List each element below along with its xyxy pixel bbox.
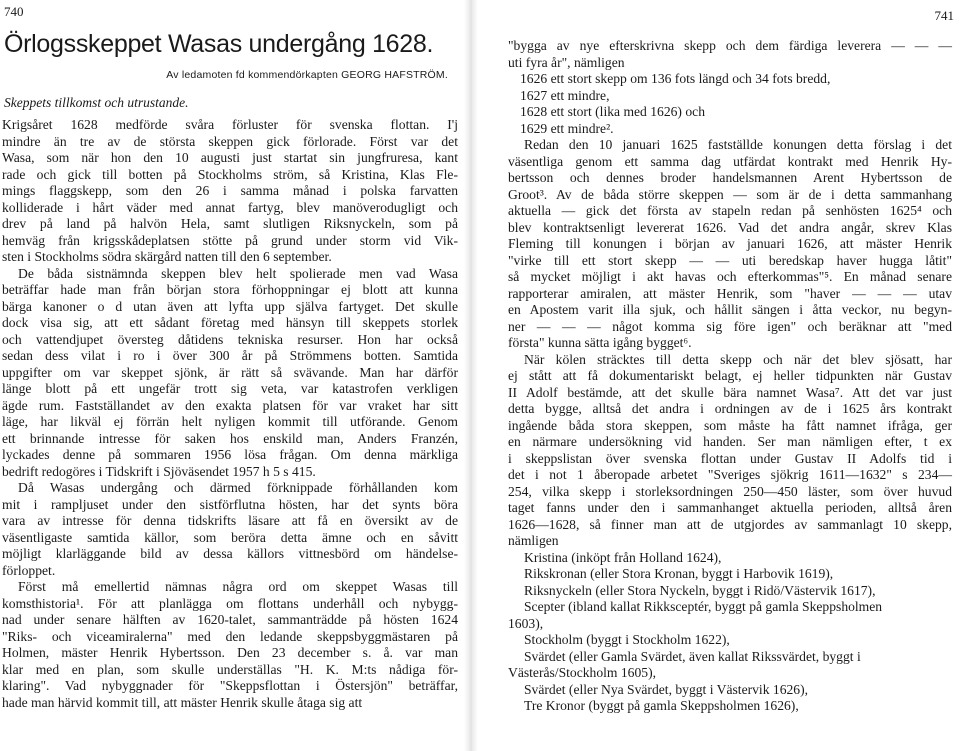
text-line: Wasa, som när hon den 10 augusti just startat sin jungfruresa, kant <box>2 150 458 165</box>
text-line: bedrift redogöres i Tidskrift i Sjöväsendet 1957 h 5 s 415. <box>2 463 316 479</box>
text-line: Redan den 10 januari 1625 fastställde konungen detta förslag i det <box>524 137 952 152</box>
ship-list-item: Västerås/Stockholm 1605), <box>508 665 656 680</box>
text-line: det i not 1 åberopade arbetet "Sveriges sjökrig 1611—1632" s 234— <box>508 467 952 482</box>
ship-list-item: Kristina (inköpt från Holland 1624), <box>524 549 722 565</box>
text-line: Först må emellertid nämnas några ord om skeppet Wasas till <box>18 579 458 594</box>
article-byline: Av ledamoten fd kommendörkapten GEORG HAFSTRÖM. <box>166 69 448 81</box>
text-line: vara av intresse för denna tidskrifts läsare att få en översikt av de <box>2 513 458 528</box>
text-line: sedan dess vilat i ro i över 300 år på Strömmens botten. Samtida <box>2 348 458 363</box>
text-line: sten i Stockholms södra skärgård natten till den 6 september. <box>2 249 332 264</box>
text-line: i skeppslistan över svenska flottan under Gustav II Adolfs tid i <box>508 450 952 466</box>
text-line: taget fanns under den i sammanhanget aktuella perioden, alltså åren <box>508 500 952 515</box>
article-title: Örlogsskeppet Wasas undergång 1628. <box>4 30 434 58</box>
page-number-left: 740 <box>4 4 24 19</box>
section-heading: Skeppets tillkomst och utrustande. <box>4 95 189 110</box>
text-line: klaring". Vad nybyggnader för "Skeppsflottan i Östersjön" beträffar, <box>2 678 458 693</box>
text-line: förloppet. <box>2 562 56 578</box>
text-line: 1627 ett mindre, <box>520 87 610 103</box>
text-line: rapporterar amiralen, att mäster Henrik, som "haver — — — utav <box>508 285 952 301</box>
text-line: "bygga av nye efterskrivna skepp och dem färdiga leverera — — — <box>508 38 952 53</box>
text-line: blev kontraktsenligt levererat 1626. Vad det andra angår, skrev Klas <box>508 219 952 235</box>
text-line: aktuella — gick det första av stapeln redan på senhösten 1625⁴ och <box>508 203 952 218</box>
text-line: bertsson och dennes broder handelsmannen Arent Hybertsson de <box>508 170 952 185</box>
text-line: komsthistoria¹. För att planlägga om flottans underhåll och nybygg- <box>2 595 458 611</box>
ship-list-item: Scepter (ibland kallat Rikksceptér, byggt på gamla Skeppsholmen <box>524 599 883 614</box>
right-column-text <box>508 38 952 550</box>
text-line: och vattendjupet översteg dåtidens tekniska resurser. Hon har också <box>2 331 458 347</box>
text-line: mit i rampljuset under den sistförflutna hösten, har det synts böra <box>2 496 458 512</box>
text-line: rade och gick till botten på Stockholms ström, så Kristina, Klas Fle- <box>2 166 458 182</box>
text-line: dock visa sig, att ett sådant företag med hänsyn till skeppets storlek <box>2 315 458 330</box>
text-line: detta bygge, alltså det andra i ordningen av de i 1625 års kontrakt <box>508 401 952 416</box>
text-line: ingående båda stora skeppen, som måste ha fått namnet ifråga, ger <box>508 417 952 433</box>
right-page <box>508 38 952 715</box>
text-line: väsentligaste samtida källor, som beröra detta ämne och en såvitt <box>2 529 458 545</box>
ship-list-item: Svärdet (eller Gamla Svärdet, även kallat Rikssvärdet, byggt i <box>524 648 861 664</box>
ship-list <box>508 550 952 715</box>
page-number-right: 741 <box>934 8 954 23</box>
text-line: mindre än tre av de största skeppen gick förlorade. Först var det <box>2 133 458 149</box>
text-line: beträffar hade man från början stora förhoppningar ej blott att kunna <box>2 282 458 297</box>
left-column-text <box>2 117 458 711</box>
book-gutter <box>464 0 478 751</box>
text-line: länge blott på ett ungefär trott sig veta, var katastrofen verkligen <box>2 381 458 396</box>
text-line: 1629 ett mindre². <box>520 120 614 136</box>
text-line: väsentliga genom ett samma dag utfärdat kontrakt med Henrik Hy- <box>508 153 952 169</box>
text-line: hemväg från krigsskådeplatsen stötte på grund under storm vid Vik- <box>2 232 458 248</box>
text-line: "virke till ett stort skepp — — uti beredskap haver hugga låtit" <box>508 252 952 268</box>
text-line: Då Wasas undergång och därmed förknippade förhållanden kom <box>18 480 458 495</box>
text-line: Holmen, mäster Henrik Hybertsson. Den 23 december s. å. var man <box>2 645 458 660</box>
text-line: uti fyra år", nämligen <box>508 54 625 70</box>
text-line: "Riks- och viceamiralerna" med den ledande skeppsbyggmästaren på <box>2 628 458 644</box>
left-page <box>2 30 458 711</box>
text-line: läge, har likväl ej förrän helt nyligen kommit till utförande. Genom <box>2 414 458 429</box>
ship-list-item: Svärdet (eller Nya Svärdet, byggt i Västervik 1626), <box>524 681 809 697</box>
text-line: 1628 ett stort (lika med 1626) och <box>520 104 705 119</box>
text-line: Groot³. Av de båda större skeppen — som är de i detta sammanhang <box>508 186 952 202</box>
text-line: Fleming till konungen i början av januari 1626, att mäster Henrik <box>508 236 952 251</box>
ship-list-item: Stockholm (byggt i Stockholm 1622), <box>524 632 730 647</box>
ship-list-item: Riksnyckeln (eller Stora Nyckeln, byggt i Ridö/Västervik 1617), <box>524 582 876 598</box>
text-line: ett brinnande intresse för saken hos enskild man, Anders Franzén, <box>2 430 458 446</box>
text-line: hade man härvid kommit till, att mäster Henrik skulle åtaga sig att <box>2 694 363 710</box>
text-line: drev på land på halvön Hela, samt slutligen Riksnyckeln, som på <box>2 216 458 231</box>
text-line: mings flaggskepp, som den 26 i samma månad i polska farvatten <box>2 183 458 198</box>
text-line: kolliderade i hårt väder med annat fartyg, blev manöverodugligt och <box>2 199 458 215</box>
text-line: När kölen sträcktes till detta skepp och när det blev sjösatt, har <box>524 351 952 367</box>
text-line: ner — — — något komma sig före igen" och beräknar att "med <box>508 318 952 334</box>
text-line: en närmare undersökning vid handen. Ser man nämligen efter, t ex <box>508 434 952 449</box>
text-line: så mycket möjligt i akt havas och efterkommas"⁵. En månad senare <box>508 269 952 284</box>
text-line: uppgifter om var skeppet sjönk, är rätt så svävande. Man har därför <box>2 364 458 380</box>
text-line: II Adolf bestämde, att det skulle bära namnet Wasa⁷. Att det var just <box>508 384 952 400</box>
ship-list-item: Tre Kronor (byggt på gamla Skeppsholmen 1626), <box>524 698 799 713</box>
text-line: bärga kanoner o d utan även att lyfta upp själva fartyget. Det skulle <box>2 298 458 314</box>
text-line: klar med en plan, som skulle underställas "H. K. M:ts nådiga för- <box>2 661 458 677</box>
text-line: Krigsåret 1628 medförde svåra förluster för svenska flottan. I'j <box>2 117 458 132</box>
text-line: en Apostem varit illa sjuk, och hållit sängen i åtta veckor, nu begyn- <box>508 302 952 317</box>
ship-list-item: 1603), <box>508 615 544 631</box>
text-line: 1626—1628, så finner man att de utgjordes av sammanlagt 10 skepp, <box>508 516 952 532</box>
text-line: lyckades denne på sommaren 1956 lösa frågan. Om denna märkliga <box>2 447 458 462</box>
text-line: ej stått att få dokumentariskt belagt, ej heller tidpunkten när Gustav <box>508 368 952 383</box>
text-line: ägde rum. Fastställandet av den exakta platsen för var vraket har sitt <box>2 397 458 413</box>
ship-list-item: Rikskronan (eller Stora Kronan, byggt i Harbovik 1619), <box>524 566 834 581</box>
text-line: första" kunna sätta igång bygget⁶. <box>508 335 692 350</box>
text-line: möjligt klarläggande bild av dessa källors vittnesbörd om händelse- <box>2 546 458 561</box>
text-line: De båda sistnämnda skeppen blev helt spolierade men vad Wasa <box>18 265 458 281</box>
text-line: 254, vilka skepp i storleksordningen 250—450 läster, som över huvud <box>508 483 952 499</box>
text-line: 1626 ett stort skepp om 136 fots längd och 34 fots bredd, <box>520 71 831 86</box>
text-line: nad under senare hälften av 1620-talet, sammanträdde på hösten 1624 <box>2 612 458 627</box>
text-line: nämligen <box>508 533 559 548</box>
